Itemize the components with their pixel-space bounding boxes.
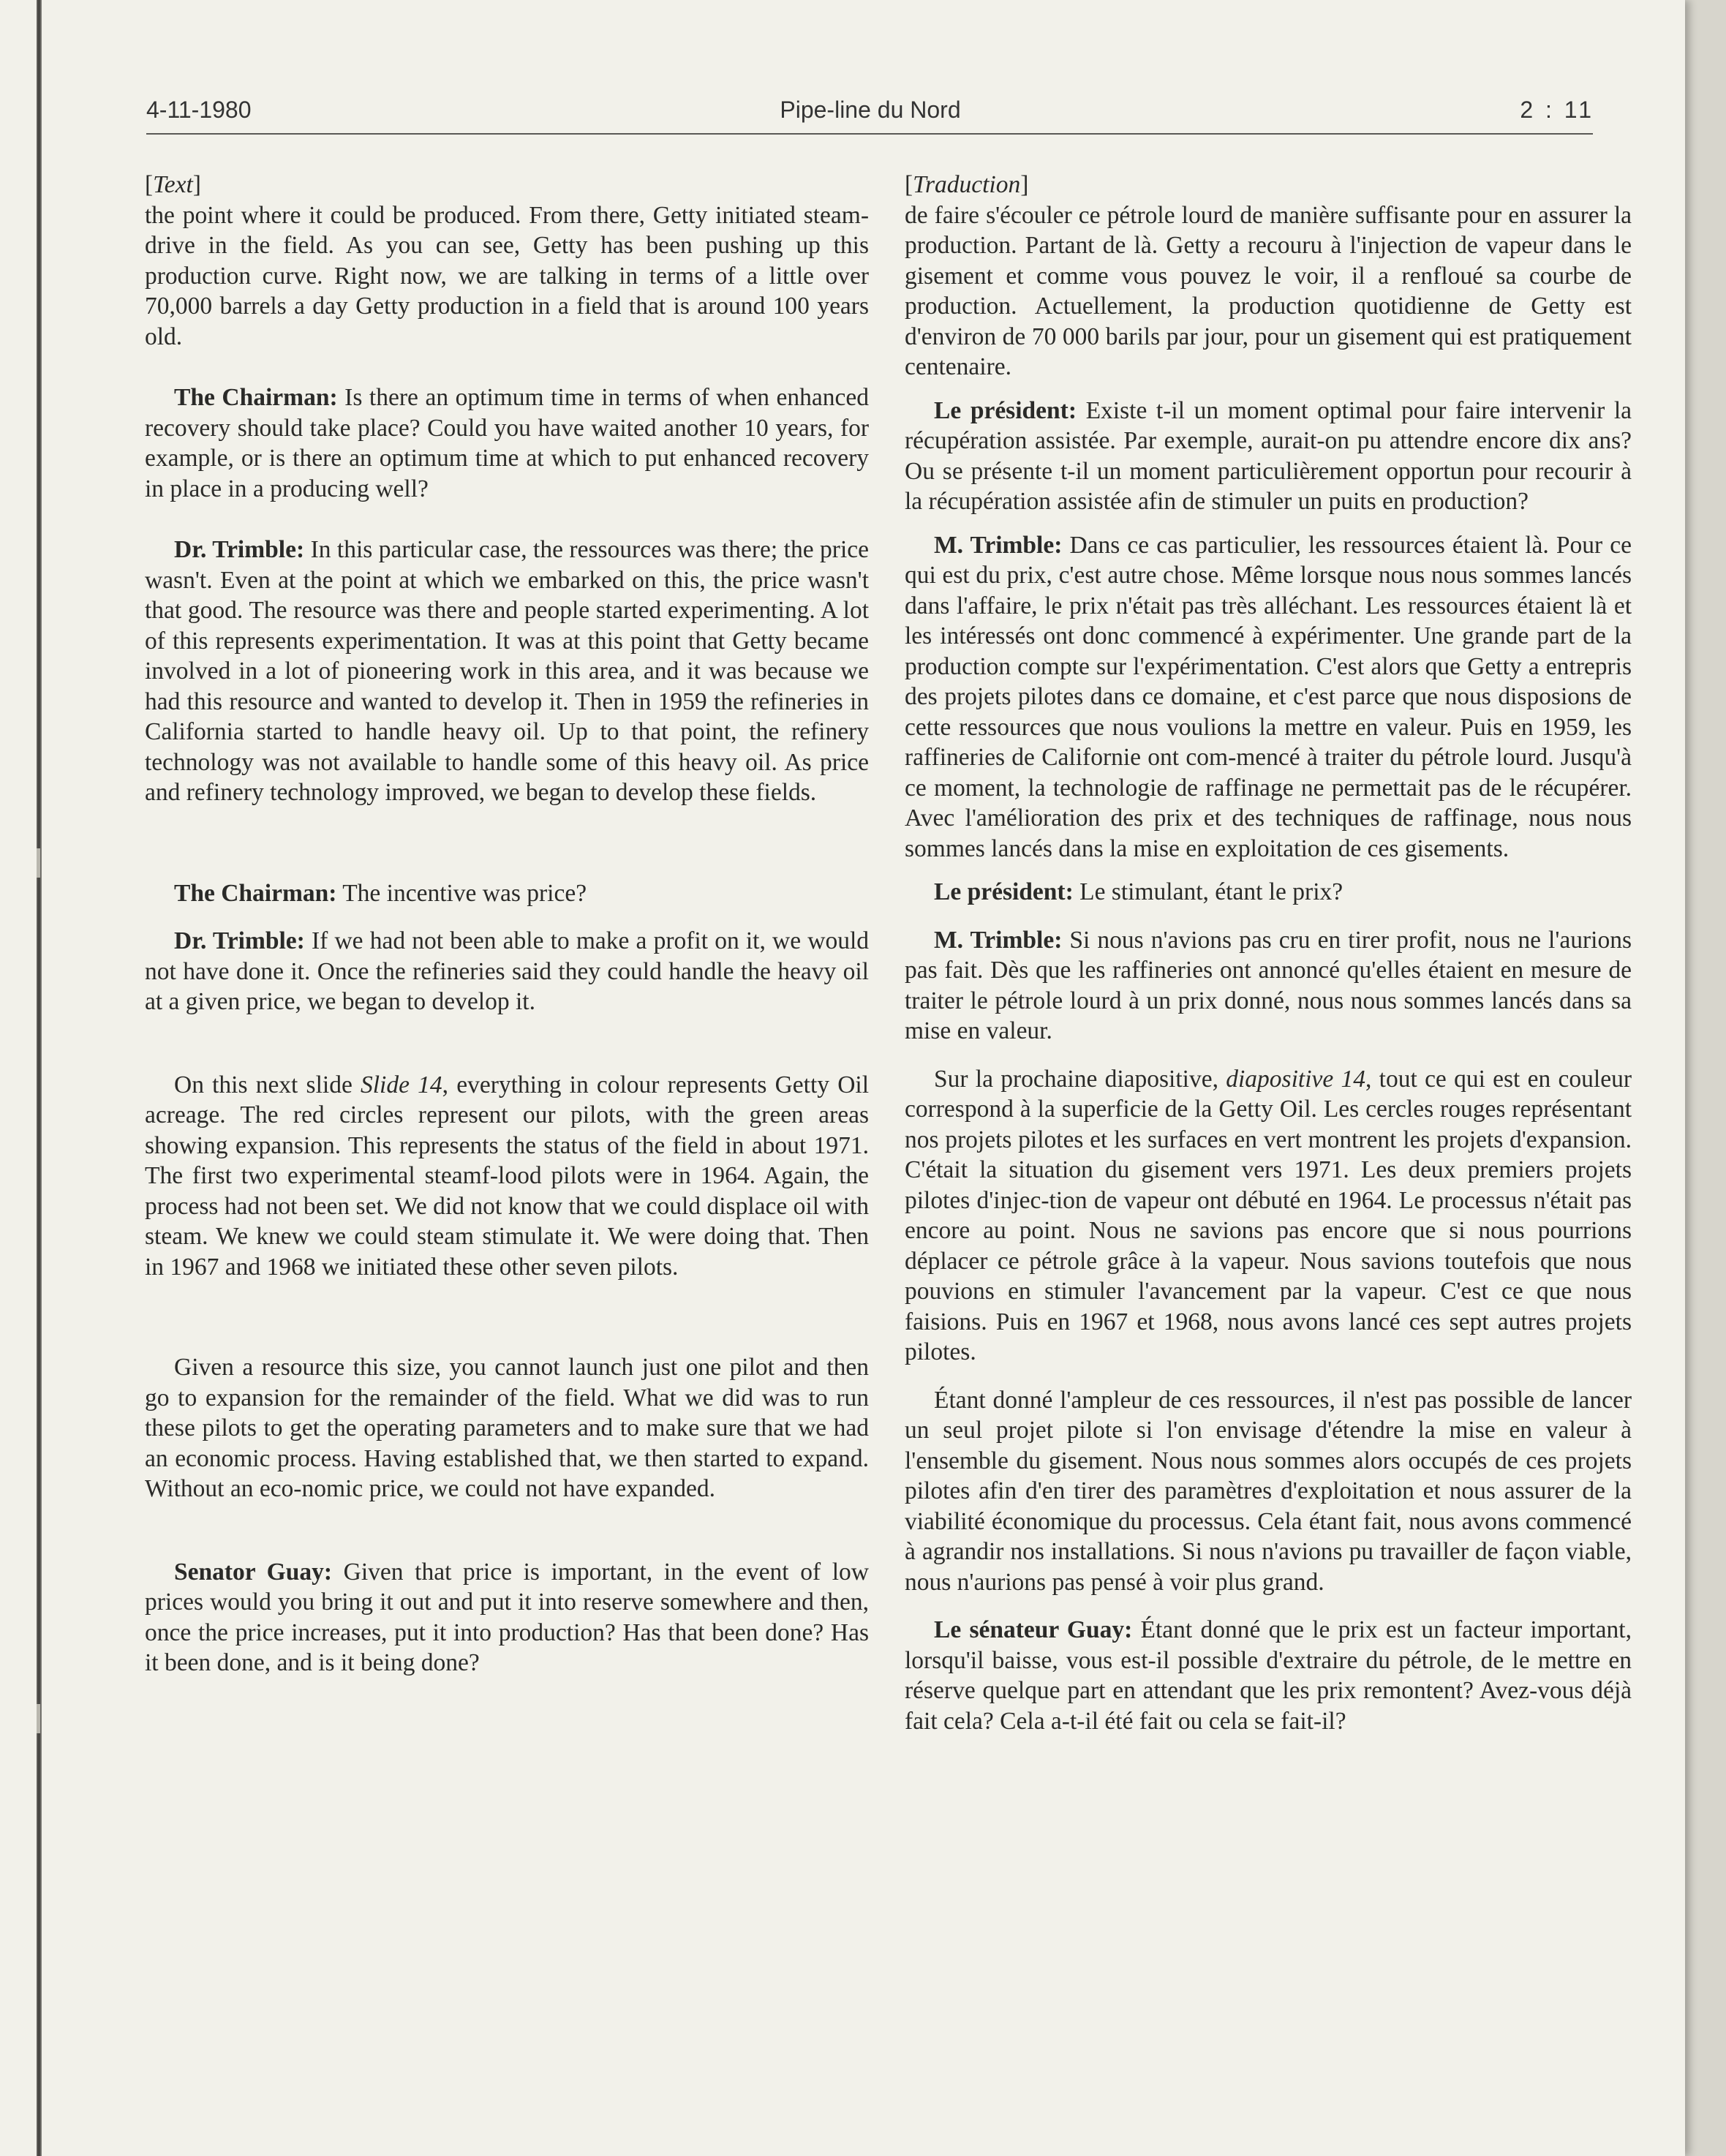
speaker-name: Dr. Trimble: bbox=[174, 927, 305, 954]
paragraph: Étant donné l'ampleur de ces ressources, il n'est pas possible de lancer un seul projet pilote si l'on envisage d'étendre la mise en valeur à l'ensemble du gisement. Nous nous sommes alors occupés de ces projets pilotes afin d'en tirer des paramètres d'exploitation et nous assurer de la viabilité économique du processus. Cela étant fait, nous avons commencé à agrandir nos installations. Si nous n'avions pu travailler de façon viable, nous n'aurions pas pensé à voir plus grand. bbox=[905, 1386, 1632, 1596]
speaker-name: Dr. Trimble: bbox=[174, 536, 305, 563]
header-title: Pipe-line du Nord bbox=[780, 97, 961, 123]
paragraph: Dr. Trimble: If we had not been able to make a profit on it, we would not have done it. Once the refineries said they could handle the heavy oil at a given price, we began to develop it. bbox=[145, 927, 870, 1015]
speaker-name: M. Trimble: bbox=[934, 531, 1063, 559]
speaker-name: The Chairman: bbox=[174, 384, 338, 411]
paragraph: de faire s'écouler ce pétrole lourd de manière suffisante pour en assurer la production. Partant de là. Getty a recouru à l'injection de vapeur dans le gisement et comme vous pouvez le voir, il a renfloué sa courbe de production. Actuellement, la production quotidienne de Getty est d'environ de 70 000 barils par jour, pour un gisement qui est pratiquement centenaire. bbox=[905, 201, 1632, 380]
paragraph: Dr. Trimble: In this particular case, the ressources was there; the price wasn't. Even at the point at which we embarked on this, the price wasn't that good. The resource was there and people started experimenting. A lot of this represents experimentation. It was at this point that Getty became involved in a lot of pioneering work in this area, and it was because we had this resource and wanted to develop it. Then in 1959 the refineries in California started to handle heavy oil. Up to that point, the refinery technology was not available to handle some of this heavy oil. As price and refinery technology improved, we began to develop these fields. bbox=[145, 536, 869, 806]
column-label: [Text] bbox=[145, 171, 201, 198]
binding-edge bbox=[37, 0, 42, 2156]
paragraph: Le président: Le stimulant, étant le prix? bbox=[934, 878, 1344, 905]
paragraph: Le président: Existe t-il un moment optimal pour faire intervenir la récupération assistée. Par exemple, aurait-on pu attendre encore dix ans? Ou se présente t-il un moment particulièrement opportun pour recourir à la récupération assistée afin de stimuler un puits en production? bbox=[905, 396, 1632, 515]
paragraph: Senator Guay: Given that price is important, in the event of low prices would you bring it out and put it into reserve somewhere and then, once the price increases, put it into production? Has that been done? Has it been done, and is it being done? bbox=[145, 1558, 869, 1676]
paragraph: Sur la prochaine diapositive, diapositive 14, tout ce qui est en couleur correspond à la superficie de la Getty Oil. Les cercles rouges représentant nos projets pilotes et les surfaces en vert montrent les projets d'expansion. C'était la situation du gisement vers 1971. Les deux premiers projets pilotes d'injec-tion de vapeur ont débuté en 1964. Le processus n'était pas encore au point. Nous ne savions pas encore que si nous pourrions déplacer ce pétrole grâce à la vapeur. Nous savions toutefois que nous pouvions en stimuler l'avancement par la vapeur. C'est ce que nous faisions. Puis en 1967 et 1968, nous avons lancé ces sept autres projets pilotes. bbox=[905, 1065, 1632, 1365]
slide-reference: Slide 14 bbox=[360, 1071, 442, 1098]
speaker-name: The Chairman: bbox=[174, 879, 337, 907]
page-header bbox=[146, 97, 1594, 135]
binding-mark bbox=[37, 1704, 40, 1733]
column-label: [Traduction] bbox=[905, 171, 1029, 198]
speaker-name: M. Trimble: bbox=[934, 926, 1063, 954]
speaker-name: Le président: bbox=[934, 878, 1074, 905]
paragraph: Le sénateur Guay: Étant donné que le prix est un facteur important, lorsqu'il baisse, vous est-il possible d'extraire du pétrole, de le mettre en réserve quelque part en attendant que les prix remontent? Avez-vous déjà fait cela? Cela a-t-il été fait ou cela se fait-il? bbox=[905, 1616, 1632, 1735]
paragraph: On this next slide Slide 14, everything in colour represents Getty Oil acreage. The red circles represent our pilots, with the green areas showing expansion. This represents the status of the field in about 1971. The first two experimental steamf-lood pilots were in 1964. Again, the process had not been set. We did not know that we could displace oil with steam. We knew we could steam stimulate it. We were doing that. Then in 1967 and 1968 we initiated these other seven pilots. bbox=[145, 1071, 870, 1281]
column-label-text: Traduction bbox=[913, 171, 1021, 198]
english-column bbox=[145, 170, 869, 1678]
header-page-number: 2 : 11 bbox=[1520, 97, 1594, 123]
paragraph: Given a resource this size, you cannot launch just one pilot and then go to expansion for the remainder of the field. What we did was to run these pilots to get the operating parameters and to make sure that we had an economic process. Having established that, we then started to expand. Without an eco-nomic price, we could not have expanded. bbox=[145, 1354, 869, 1502]
paragraph: M. Trimble: Si nous n'avions pas cru en tirer profit, nous ne l'aurions pas fait. Dès que les raffineries ont annoncé qu'elles étaient en mesure de traiter le pétrole lourd à un prix donné, nous nous sommes lancés dans sa mise en valeur. bbox=[905, 926, 1632, 1044]
paragraph: the point where it could be produced. From there, Getty initiated steam-drive in the field. As you can see, Getty has been pushing up this production curve. Right now, we are talking in terms of a little over 70,000 barrels a day Getty production in a field that is around 100 years old. bbox=[145, 201, 869, 350]
header-date: 4-11-1980 bbox=[146, 97, 252, 123]
paragraph: The Chairman: Is there an optimum time in terms of when enhanced recovery should take place? Could you have waited another 10 years, for example, or is there an optimum time at which to put enhanced recovery in place in a producing well? bbox=[145, 384, 869, 502]
paragraph: M. Trimble: Dans ce cas particulier, les ressources étaient là. Pour ce qui est du prix, c'est autre chose. Même lorsque nous nous sommes lancés dans l'affaire, le prix n'était pas très alléchant. Les ressources étaient là et les intéressés ont donc commencé à expérimenter. Une grande part de la production compte sur l'expérimentation. C'est alors que Getty a entrepris des projets pilotes dans ce domaine, et c'est parce que nous disposions de cette ressources que nous voulions la mettre en valeur. Puis en 1959, les raffineries de Californie ont com-mencé à traiter du pétrole lourd. Jusqu'à ce moment, la technologie de raffinage ne permettait pas de le récupérer. Avec l'amélioration des prix et des techniques de raffinage, nous nous sommes lancés dans la mise en exploitation de ces gisements. bbox=[905, 531, 1632, 862]
binding-mark bbox=[37, 848, 40, 878]
speaker-name: Le sénateur Guay: bbox=[934, 1616, 1133, 1643]
paragraph: The Chairman: The incentive was price? bbox=[174, 879, 587, 907]
header-rule bbox=[146, 133, 1593, 135]
speaker-name: Le président: bbox=[934, 396, 1077, 424]
column-label-text: Text bbox=[153, 171, 193, 198]
slide-reference: diapositive 14 bbox=[1226, 1065, 1366, 1093]
speaker-name: Senator Guay: bbox=[174, 1558, 333, 1586]
french-column bbox=[905, 170, 1632, 1736]
